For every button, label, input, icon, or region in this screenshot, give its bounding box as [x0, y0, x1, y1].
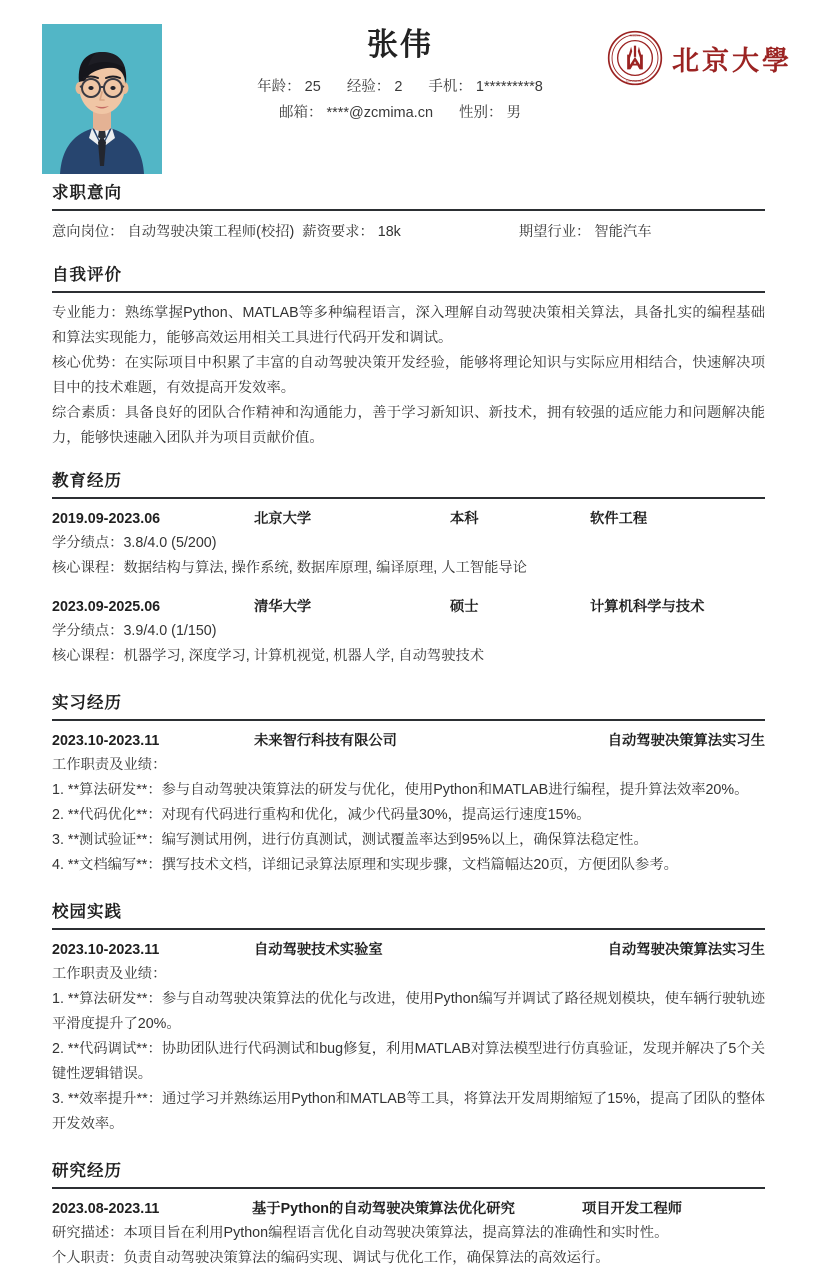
portrait-photo-icon	[42, 24, 162, 174]
internship-date: 2023.10-2023.11	[52, 733, 160, 749]
education-date: 2023.09-2025.06	[52, 599, 161, 615]
campus-practice-organization: 自动驾驶技术实验室	[254, 942, 383, 958]
campus-practice-entry	[52, 938, 765, 1137]
campus-practice-entry-head	[52, 938, 765, 962]
section-campus-practice	[0, 894, 820, 1153]
research-role: 项目开发工程师	[582, 1201, 683, 1217]
avatar	[42, 24, 162, 174]
campus-practice-date: 2023.10-2023.11	[52, 942, 160, 958]
education-courses: 核心课程：数据结构与算法, 操作系统, 数据库原理, 编译原理, 人工智能导论	[52, 560, 527, 576]
section-education	[0, 463, 820, 685]
education-courses: 核心课程：机器学习, 深度学习, 计算机视觉, 机器人学, 自动驾驶技术	[52, 648, 485, 664]
research-responsibility: 个人职责：负责自动驾驶决策算法的编码实现、调试与优化工作，确保算法的高效运行。	[52, 1250, 610, 1266]
meta-age: 年龄： 25	[257, 79, 321, 95]
internship-entry	[52, 729, 765, 878]
intent-position: 意向岗位： 自动驾驶决策工程师(校招)	[52, 224, 295, 240]
campus-practice-bullet: 1. **算法研发**：参与自动驾驶决策算法的优化与改进，使用Python编写并调试了路径规划模块，使车辆行驶轨迹平滑度提升了20%。	[52, 991, 765, 1032]
meta-experience: 经验： 2	[346, 79, 403, 95]
education-major: 软件工程	[590, 511, 648, 527]
campus-practice-bullet: 3. **效率提升**：通过学习并熟练运用Python和MATLAB等工具，将算法开发周期缩短了15%，提高了团队的整体开发效率。	[52, 1091, 765, 1132]
education-date: 2019.09-2023.06	[52, 511, 161, 527]
research-entry-head	[52, 1197, 765, 1221]
section-divider	[52, 1187, 765, 1189]
campus-practice-role: 自动驾驶决策算法实习生	[607, 942, 765, 958]
section-title-job-intent: 求职意向	[52, 184, 122, 202]
section-divider	[52, 291, 765, 293]
section-title-education: 教育经历	[52, 472, 122, 490]
internship-company: 未来智行科技有限公司	[254, 733, 397, 749]
education-entry	[52, 595, 765, 669]
section-body-campus-practice	[52, 938, 765, 1153]
education-entry	[52, 507, 765, 581]
internship-role: 自动驾驶决策算法实习生	[607, 733, 765, 749]
section-divider	[52, 928, 765, 930]
section-internship	[0, 685, 820, 894]
campus-practice-duties-label: 工作职责及业绩：	[52, 966, 167, 982]
education-entry-head	[52, 507, 765, 531]
identity-block	[190, 22, 610, 126]
education-major: 计算机科学与技术	[590, 599, 705, 615]
internship-bullet: 3. **测试验证**：编写测试用例，进行仿真测试，测试覆盖率达到95%以上，确保算法稳定性。	[52, 832, 648, 848]
svg-text:PEKING: PEKING	[629, 33, 641, 38]
section-self-evaluation	[0, 257, 820, 463]
self-evaluation-paragraph: 核心优势：在实际项目中积累了丰富的自动驾驶决策开发经验，能够将理论知识与实际应用相结合，快速解决项目中的技术难题，有效提高开发效率。	[52, 355, 765, 396]
section-research	[0, 1153, 820, 1287]
education-degree: 硕士	[450, 599, 479, 615]
self-evaluation-paragraph: 专业能力：熟练掌握Python、MATLAB等多种编程语言，深入理解自动驾驶决策相关算法，具备扎实的编程基础和算法实现能力，能够高效运用相关工具进行代码开发和调试。	[52, 305, 765, 346]
meta-phone: 手机： 1*********8	[428, 79, 543, 95]
education-entry-head	[52, 595, 765, 619]
section-divider	[52, 719, 765, 721]
section-title-research: 研究经历	[52, 1162, 122, 1180]
education-school: 北京大学	[254, 511, 312, 527]
peking-university-seal-icon	[607, 30, 663, 86]
resume-header	[0, 0, 820, 175]
education-gpa: 学分绩点：3.9/4.0 (1/150)	[52, 623, 217, 639]
svg-text:UNIVERSITY: UNIVERSITY	[626, 79, 644, 84]
meta-gender: 性别： 男	[459, 105, 522, 121]
research-entry	[52, 1197, 765, 1271]
meta-row-2	[190, 100, 610, 126]
section-body-research	[52, 1197, 765, 1287]
section-divider	[52, 497, 765, 499]
section-title-campus-practice: 校园实践	[52, 903, 122, 921]
job-intent-row	[52, 219, 765, 245]
section-title-self-evaluation: 自我评价	[52, 266, 122, 284]
research-description: 研究描述：本项目旨在利用Python编程语言优化自动驾驶决策算法，提高算法的准确性和实时性。	[52, 1225, 669, 1241]
section-job-intent	[0, 175, 820, 257]
meta-row-1	[190, 74, 610, 100]
page-title: 张伟	[367, 27, 433, 62]
education-gpa: 学分绩点：3.8/4.0 (5/200)	[52, 535, 217, 551]
internship-entry-head	[52, 729, 765, 753]
internship-bullet: 1. **算法研发**：参与自动驾驶决策算法的研发与优化，使用Python和MATLAB进行编程，提升算法效率20%。	[52, 782, 749, 798]
section-body-education	[52, 507, 765, 685]
internship-bullet: 4. **文档编写**：撰写技术文档，详细记录算法原理和实现步骤，文档篇幅达20页，方便团队参考。	[52, 857, 678, 873]
school-logo	[607, 30, 792, 86]
section-divider	[52, 209, 765, 211]
section-body-job-intent	[52, 219, 765, 257]
intent-industry: 期望行业： 智能汽车	[518, 224, 652, 240]
section-title-internship: 实习经历	[52, 694, 122, 712]
research-date: 2023.08-2023.11	[52, 1201, 160, 1217]
school-name-label: 北京大學	[672, 45, 792, 76]
internship-bullet: 2. **代码优化**：对现有代码进行重构和优化，减少代码量30%，提高运行速度15%。	[52, 807, 591, 823]
section-body-self-evaluation	[52, 301, 765, 463]
self-evaluation-paragraph: 综合素质：具备良好的团队合作精神和沟通能力，善于学习新知识、新技术，拥有较强的适应能力和问题解决能力，能够快速融入团队并为项目贡献价值。	[52, 405, 765, 446]
campus-practice-bullet: 2. **代码调试**：协助团队进行代码测试和bug修复，利用MATLAB对算法模型进行仿真验证，发现并解决了5个关键性逻辑错误。	[52, 1041, 765, 1082]
meta-email: 邮箱： ****@zcmima.cn	[278, 105, 434, 121]
education-degree: 本科	[450, 511, 479, 527]
research-project-title: 基于Python的自动驾驶决策算法优化研究	[252, 1201, 515, 1217]
intent-salary: 薪资要求： 18k	[302, 224, 401, 240]
internship-duties-label: 工作职责及业绩：	[52, 757, 167, 773]
education-school: 清华大学	[254, 599, 312, 615]
section-body-internship	[52, 729, 765, 894]
